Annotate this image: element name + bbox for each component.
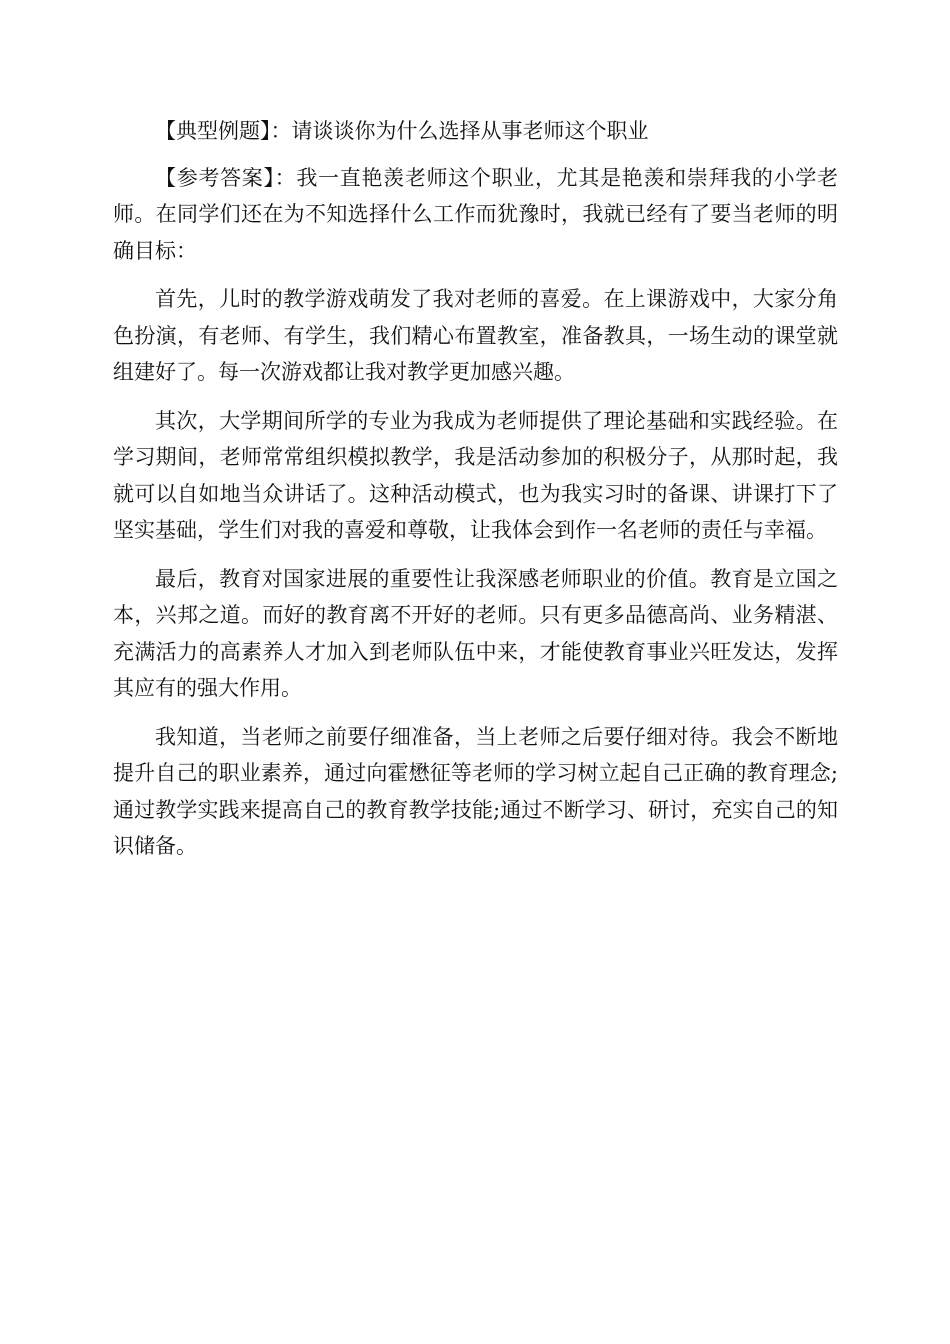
document-page: [113, 113, 838, 865]
answer-intro-text: ：我一直艳羡老师这个职业，尤其是艳羡和崇拜我的小学老师。在同学们还在为不知选择什么工作而犹豫时，我就已经有了要当老师的明确目标：: [113, 165, 839, 263]
answer-paragraph: [113, 160, 838, 270]
body-paragraph-second: 其次，大学期间所学的专业为我成为老师提供了理论基础和实践经验。在学习期间，老师常常组织模拟教学，我是活动参加的积极分子，从那时起，我就可以自如地当众讲话了。这种活动模式，也为我实习时的备课、讲课打下了坚实基础，学生们对我的喜爱和尊敬，让我体会到作一名老师的责任与幸福。: [113, 408, 838, 542]
question-text: ：请谈谈你为什么选择从事老师这个职业: [270, 119, 649, 143]
body-paragraph-first: 首先，儿时的教学游戏萌发了我对老师的喜爱。在上课游戏中，大家分角色扮演，有老师、有学生，我们精心布置教室，准备教具，一场生动的课堂就组建好了。每一次游戏都让我对教学更加感兴趣。: [113, 287, 838, 384]
question-paragraph: [113, 113, 838, 150]
body-paragraph-third: 最后，教育对国家进展的重要性让我深感老师职业的价值。教育是立国之本，兴邦之道。而好的教育离不开好的老师。只有更多品德高尚、业务精湛、充满活力的高素养人才加入到老师队伍中来，才能使教育事业兴旺发达，发挥其应有的强大作用。: [113, 566, 838, 700]
answer-tag: 【参考答案】: [155, 165, 275, 190]
body-paragraph-conclusion: 我知道，当老师之前要仔细准备，当上老师之后要仔细对待。我会不断地提升自己的职业素养，通过向霍懋征等老师的学习树立起自己正确的教育理念;通过教学实践来提高自己的教育教学技能;通过不断学习、研讨，充实自己的知识储备。: [113, 724, 838, 858]
question-tag: 【典型例题】: [155, 119, 271, 143]
